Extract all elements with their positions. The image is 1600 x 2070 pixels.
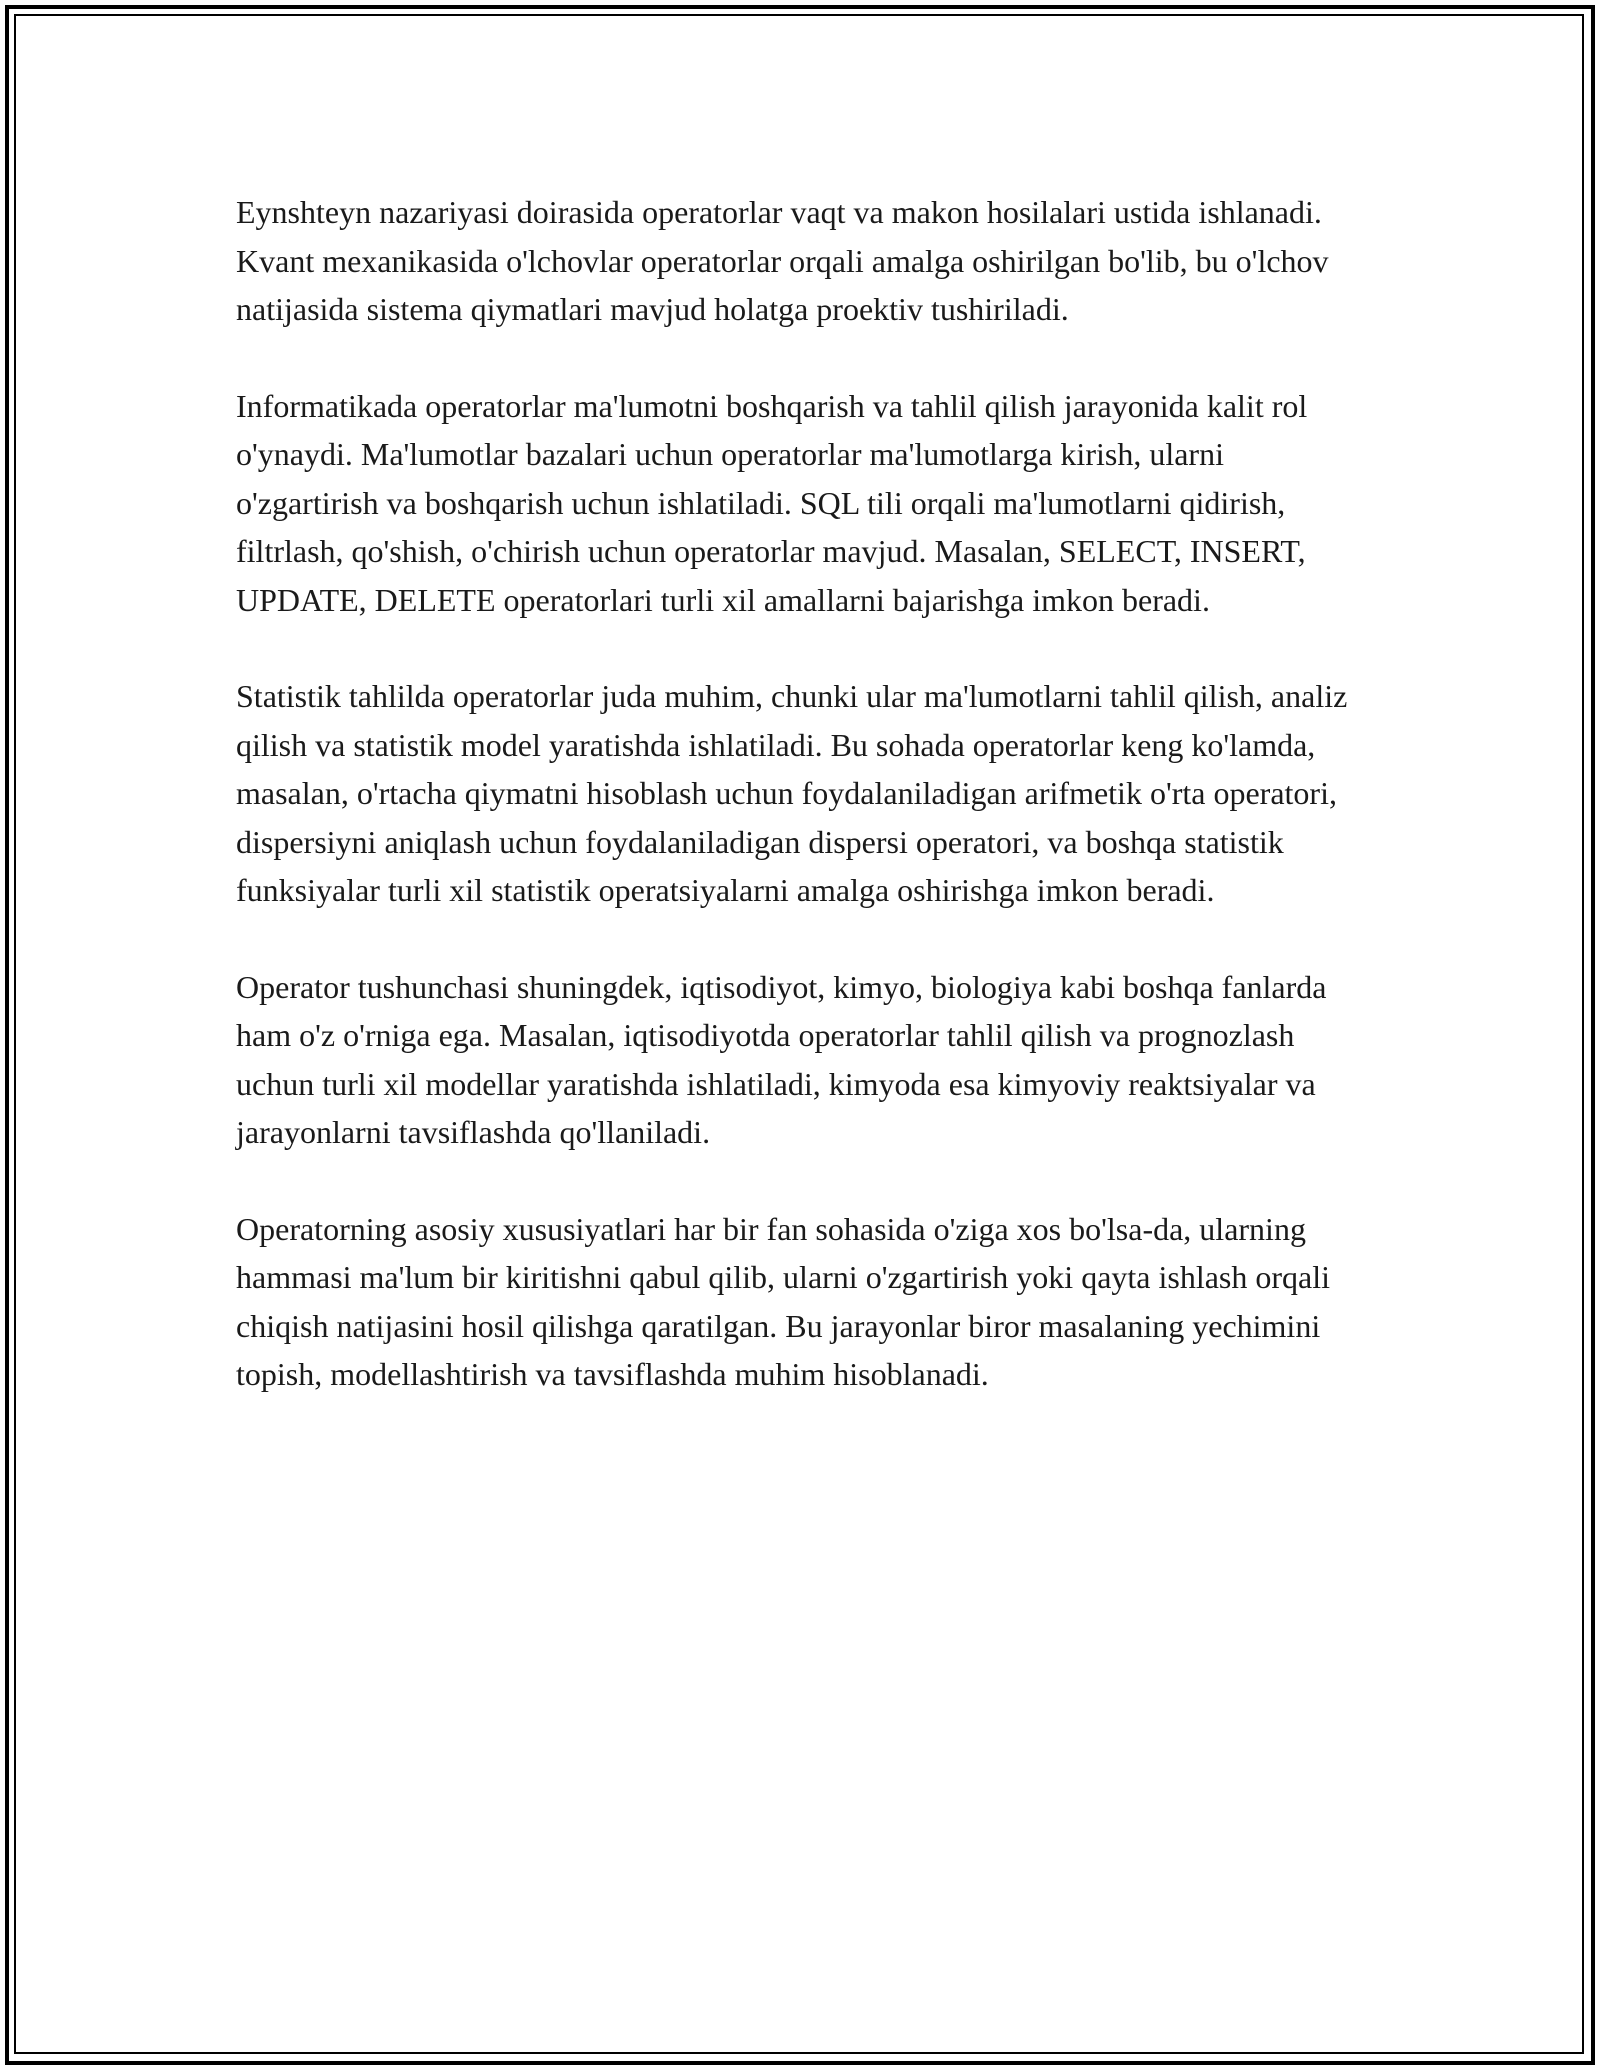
paragraph-4: Operator tushunchasi shuningdek, iqtisodiyot, kimyo, biologiya kabi boshqa fanlarda ham o'z o'rniga ega. Masalan, iqtisodiyotda operatorlar tahlil qilish va prognozlash uchun turli xil modellar yaratishda ishlatiladi, kimyoda esa kimyoviy reaktsiyalar va jarayonlarni tavsiflashda qo'llaniladi. <box>236 968 1327 1150</box>
document-body <box>236 188 1368 1447</box>
paragraph-1: Eynshteyn nazariyasi doirasida operatorlar vaqt va makon hosilalari ustida ishlanadi. Kvant mexanikasida o'lchovlar operatorlar orqali amalga oshirilgan bo'lib, bu o'lchov natijasida sistema qiymatlari mavjud holatga proektiv tushiriladi. <box>236 194 1329 327</box>
paragraph-2: Informatikada operatorlar ma'lumotni boshqarish va tahlil qilish jarayonida kalit rol o'ynaydi. Ma'lumotlar bazalari uchun operatorlar ma'lumotlarga kirish, ularni o'zgartirish va boshqarish uchun ishlatiladi. SQL tili orqali ma'lumotlarni qidirish, filtrlash, qo'shish, o'chirish uchun operatorlar mavjud. Masalan, SELECT, INSERT, UPDATE, DELETE operatorlari turli xil amallarni bajarishga imkon beradi. <box>236 387 1308 618</box>
paragraph-3: Statistik tahlilda operatorlar juda muhim, chunki ular ma'lumotlarni tahlil qilish, analiz qilish va statistik model yaratishda ishlatiladi. Bu sohada operatorlar keng ko'lamda, masalan, o'rtacha qiymatni hisoblash uchun foydalaniladigan arifmetik o'rta operatori, dispersiyni aniqlash uchun foydalaniladigan dispersi operatori, va boshqa statistik funksiyalar turli xil statistik operatsiyalarni amalga oshirishga imkon beradi. <box>236 678 1348 908</box>
paragraph-5: Operatorning asosiy xususiyatlari har bir fan sohasida o'ziga xos bo'lsa-da, ularning hammasi ma'lum bir kiritishni qabul qilib, ularni o'zgartirish yoki qayta ishlash orqali chiqish natijasini hosil qilishga qaratilgan. Bu jarayonlar biror masalaning yechimini topish, modellashtirish va tavsiflashda muhim hisoblanadi. <box>236 1210 1331 1392</box>
